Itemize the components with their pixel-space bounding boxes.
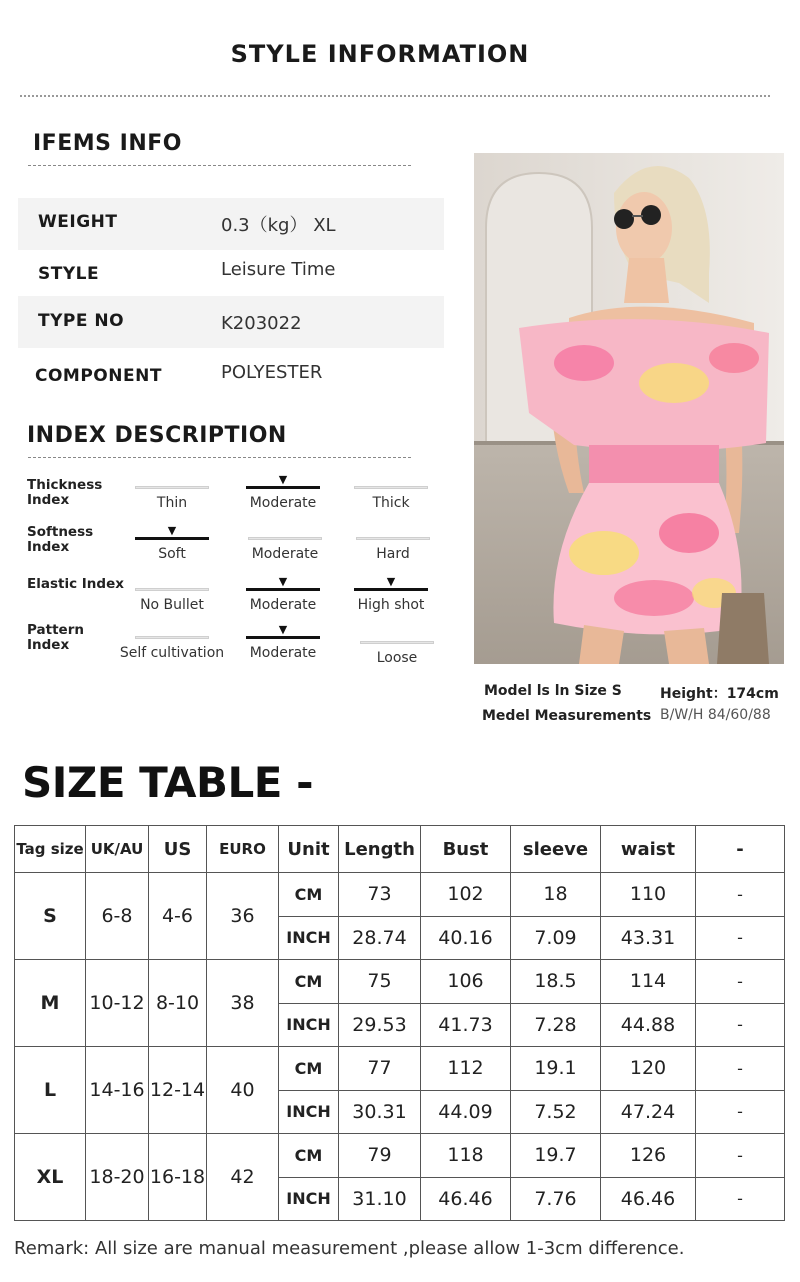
measure-cell: 31.10 bbox=[339, 1177, 421, 1221]
measure-cell: 7.28 bbox=[511, 1003, 601, 1047]
selected-marker-icon: ▼ bbox=[278, 575, 288, 588]
spec-label: COMPONENT bbox=[35, 366, 162, 386]
measure-cell: 40.16 bbox=[421, 916, 511, 960]
header-cell: EURO bbox=[207, 826, 279, 873]
uk-au-cell: 14-16 bbox=[86, 1047, 149, 1134]
spec-value: 0.3（kg） XL bbox=[221, 215, 336, 236]
table-row bbox=[15, 1134, 785, 1178]
spec-label: STYLE bbox=[38, 264, 100, 284]
pattern-option-moderate: ▼ Moderate bbox=[228, 624, 338, 661]
measure-cell: 112 bbox=[421, 1047, 511, 1091]
measure-cell: - bbox=[696, 873, 785, 917]
unit-cell: CM bbox=[279, 1134, 339, 1178]
tag-size-cell: M bbox=[15, 960, 86, 1047]
unit-cell: INCH bbox=[279, 1090, 339, 1134]
header-cell: US bbox=[149, 826, 207, 873]
measure-cell: 7.09 bbox=[511, 916, 601, 960]
items-info-heading: IFEMS INFO bbox=[33, 131, 182, 156]
table-row bbox=[15, 873, 785, 917]
measure-cell: - bbox=[696, 1047, 785, 1091]
measure-cell: - bbox=[696, 1134, 785, 1178]
measure-cell: 46.46 bbox=[601, 1177, 696, 1221]
pattern-index-label: Pattern Index bbox=[27, 622, 84, 653]
spec-row-type-no bbox=[18, 296, 444, 348]
index-heading: INDEX DESCRIPTION bbox=[27, 423, 287, 448]
header-cell: UK/AU bbox=[86, 826, 149, 873]
us-cell: 4-6 bbox=[149, 873, 207, 960]
header-cell: - bbox=[696, 826, 785, 873]
thickness-option-thin: Thin bbox=[117, 474, 227, 511]
measure-cell: 75 bbox=[339, 960, 421, 1004]
softness-option-moderate: Moderate bbox=[230, 525, 340, 562]
spec-value: Leisure Time bbox=[221, 259, 336, 280]
tag-size-cell: S bbox=[15, 873, 86, 960]
header-cell: Unit bbox=[279, 826, 339, 873]
selected-marker-icon: ▼ bbox=[167, 524, 177, 537]
uk-au-cell: 10-12 bbox=[86, 960, 149, 1047]
model-bwh: B/W/H 84/60/88 bbox=[660, 707, 771, 723]
measure-cell: 43.31 bbox=[601, 916, 696, 960]
measure-cell: 47.24 bbox=[601, 1090, 696, 1134]
euro-cell: 36 bbox=[207, 873, 279, 960]
measure-cell: 106 bbox=[421, 960, 511, 1004]
model-size-text: Model ls ln Size S bbox=[484, 683, 622, 699]
measure-cell: 30.31 bbox=[339, 1090, 421, 1134]
measure-cell: 118 bbox=[421, 1134, 511, 1178]
measure-cell: 28.74 bbox=[339, 916, 421, 960]
model-measurements-label: Medel Measurements bbox=[482, 708, 652, 724]
softness-index-label: Softness Index bbox=[27, 524, 94, 555]
spec-row-style bbox=[18, 250, 444, 302]
measure-cell: 73 bbox=[339, 873, 421, 917]
header-cell: sleeve bbox=[511, 826, 601, 873]
index-divider bbox=[28, 457, 411, 458]
thickness-index-label: Thickness Index bbox=[27, 477, 103, 508]
selected-marker-icon: ▼ bbox=[278, 623, 288, 636]
us-cell: 12-14 bbox=[149, 1047, 207, 1134]
tag-size-cell: XL bbox=[15, 1134, 86, 1221]
measure-cell: - bbox=[696, 1177, 785, 1221]
page-title: STYLE INFORMATION bbox=[230, 40, 530, 68]
selected-marker-icon: ▼ bbox=[386, 575, 396, 588]
unit-cell: INCH bbox=[279, 1177, 339, 1221]
unit-cell: CM bbox=[279, 1047, 339, 1091]
size-table bbox=[14, 825, 785, 1221]
unit-cell: INCH bbox=[279, 916, 339, 960]
header-cell: waist bbox=[601, 826, 696, 873]
measure-cell: 7.76 bbox=[511, 1177, 601, 1221]
euro-cell: 38 bbox=[207, 960, 279, 1047]
uk-au-cell: 18-20 bbox=[86, 1134, 149, 1221]
elastic-option-moderate: ▼ Moderate bbox=[228, 576, 338, 613]
measure-cell: 18 bbox=[511, 873, 601, 917]
header-cell: Tag size bbox=[15, 826, 86, 873]
title-divider bbox=[20, 95, 770, 97]
measure-cell: 126 bbox=[601, 1134, 696, 1178]
measure-cell: 19.7 bbox=[511, 1134, 601, 1178]
model-photo bbox=[474, 153, 784, 664]
measure-cell: 120 bbox=[601, 1047, 696, 1091]
measure-cell: 18.5 bbox=[511, 960, 601, 1004]
spec-label: TYPE NO bbox=[38, 311, 125, 331]
unit-cell: INCH bbox=[279, 1003, 339, 1047]
euro-cell: 40 bbox=[207, 1047, 279, 1134]
spec-value: POLYESTER bbox=[221, 362, 323, 383]
thickness-option-thick: Thick bbox=[336, 474, 446, 511]
measure-cell: 102 bbox=[421, 873, 511, 917]
items-info-divider bbox=[28, 165, 411, 166]
us-cell: 16-18 bbox=[149, 1134, 207, 1221]
model-height: Height：174cm bbox=[660, 686, 779, 702]
spec-row-weight bbox=[18, 198, 444, 250]
pattern-option-self-cultivation: Self cultivation bbox=[117, 624, 227, 661]
size-table-heading: SIZE TABLE - bbox=[22, 758, 314, 807]
elastic-option-no-bullet: No Bullet bbox=[117, 576, 227, 613]
measure-cell: 7.52 bbox=[511, 1090, 601, 1134]
measure-cell: 41.73 bbox=[421, 1003, 511, 1047]
elastic-option-high-shot: ▼ High shot bbox=[336, 576, 446, 613]
unit-cell: CM bbox=[279, 873, 339, 917]
selected-marker-icon: ▼ bbox=[278, 473, 288, 486]
size-table-header-row bbox=[15, 826, 785, 873]
elastic-index-label: Elastic Index bbox=[27, 576, 124, 592]
spec-row-component bbox=[18, 350, 444, 402]
measure-cell: - bbox=[696, 916, 785, 960]
measure-cell: - bbox=[696, 960, 785, 1004]
measure-cell: 44.88 bbox=[601, 1003, 696, 1047]
spec-label: WEIGHT bbox=[38, 212, 118, 232]
header-cell: Length bbox=[339, 826, 421, 873]
euro-cell: 42 bbox=[207, 1134, 279, 1221]
measure-cell: 79 bbox=[339, 1134, 421, 1178]
measure-cell: 44.09 bbox=[421, 1090, 511, 1134]
table-row bbox=[15, 1047, 785, 1091]
measure-cell: - bbox=[696, 1003, 785, 1047]
measure-cell: 77 bbox=[339, 1047, 421, 1091]
header-cell: Bust bbox=[421, 826, 511, 873]
measure-cell: 29.53 bbox=[339, 1003, 421, 1047]
softness-option-soft: ▼ Soft bbox=[117, 525, 227, 562]
spec-value: K203022 bbox=[221, 313, 302, 334]
measure-cell: 46.46 bbox=[421, 1177, 511, 1221]
measure-cell: 114 bbox=[601, 960, 696, 1004]
unit-cell: CM bbox=[279, 960, 339, 1004]
table-row bbox=[15, 960, 785, 1004]
measure-cell: 19.1 bbox=[511, 1047, 601, 1091]
remark-text: Remark: All size are manual measurement ,please allow 1-3cm difference. bbox=[14, 1238, 685, 1259]
softness-option-hard: Hard bbox=[338, 525, 448, 562]
pattern-option-loose: Loose bbox=[342, 629, 452, 666]
measure-cell: 110 bbox=[601, 873, 696, 917]
uk-au-cell: 6-8 bbox=[86, 873, 149, 960]
us-cell: 8-10 bbox=[149, 960, 207, 1047]
thickness-option-moderate: ▼ Moderate bbox=[228, 474, 338, 511]
measure-cell: - bbox=[696, 1090, 785, 1134]
tag-size-cell: L bbox=[15, 1047, 86, 1134]
